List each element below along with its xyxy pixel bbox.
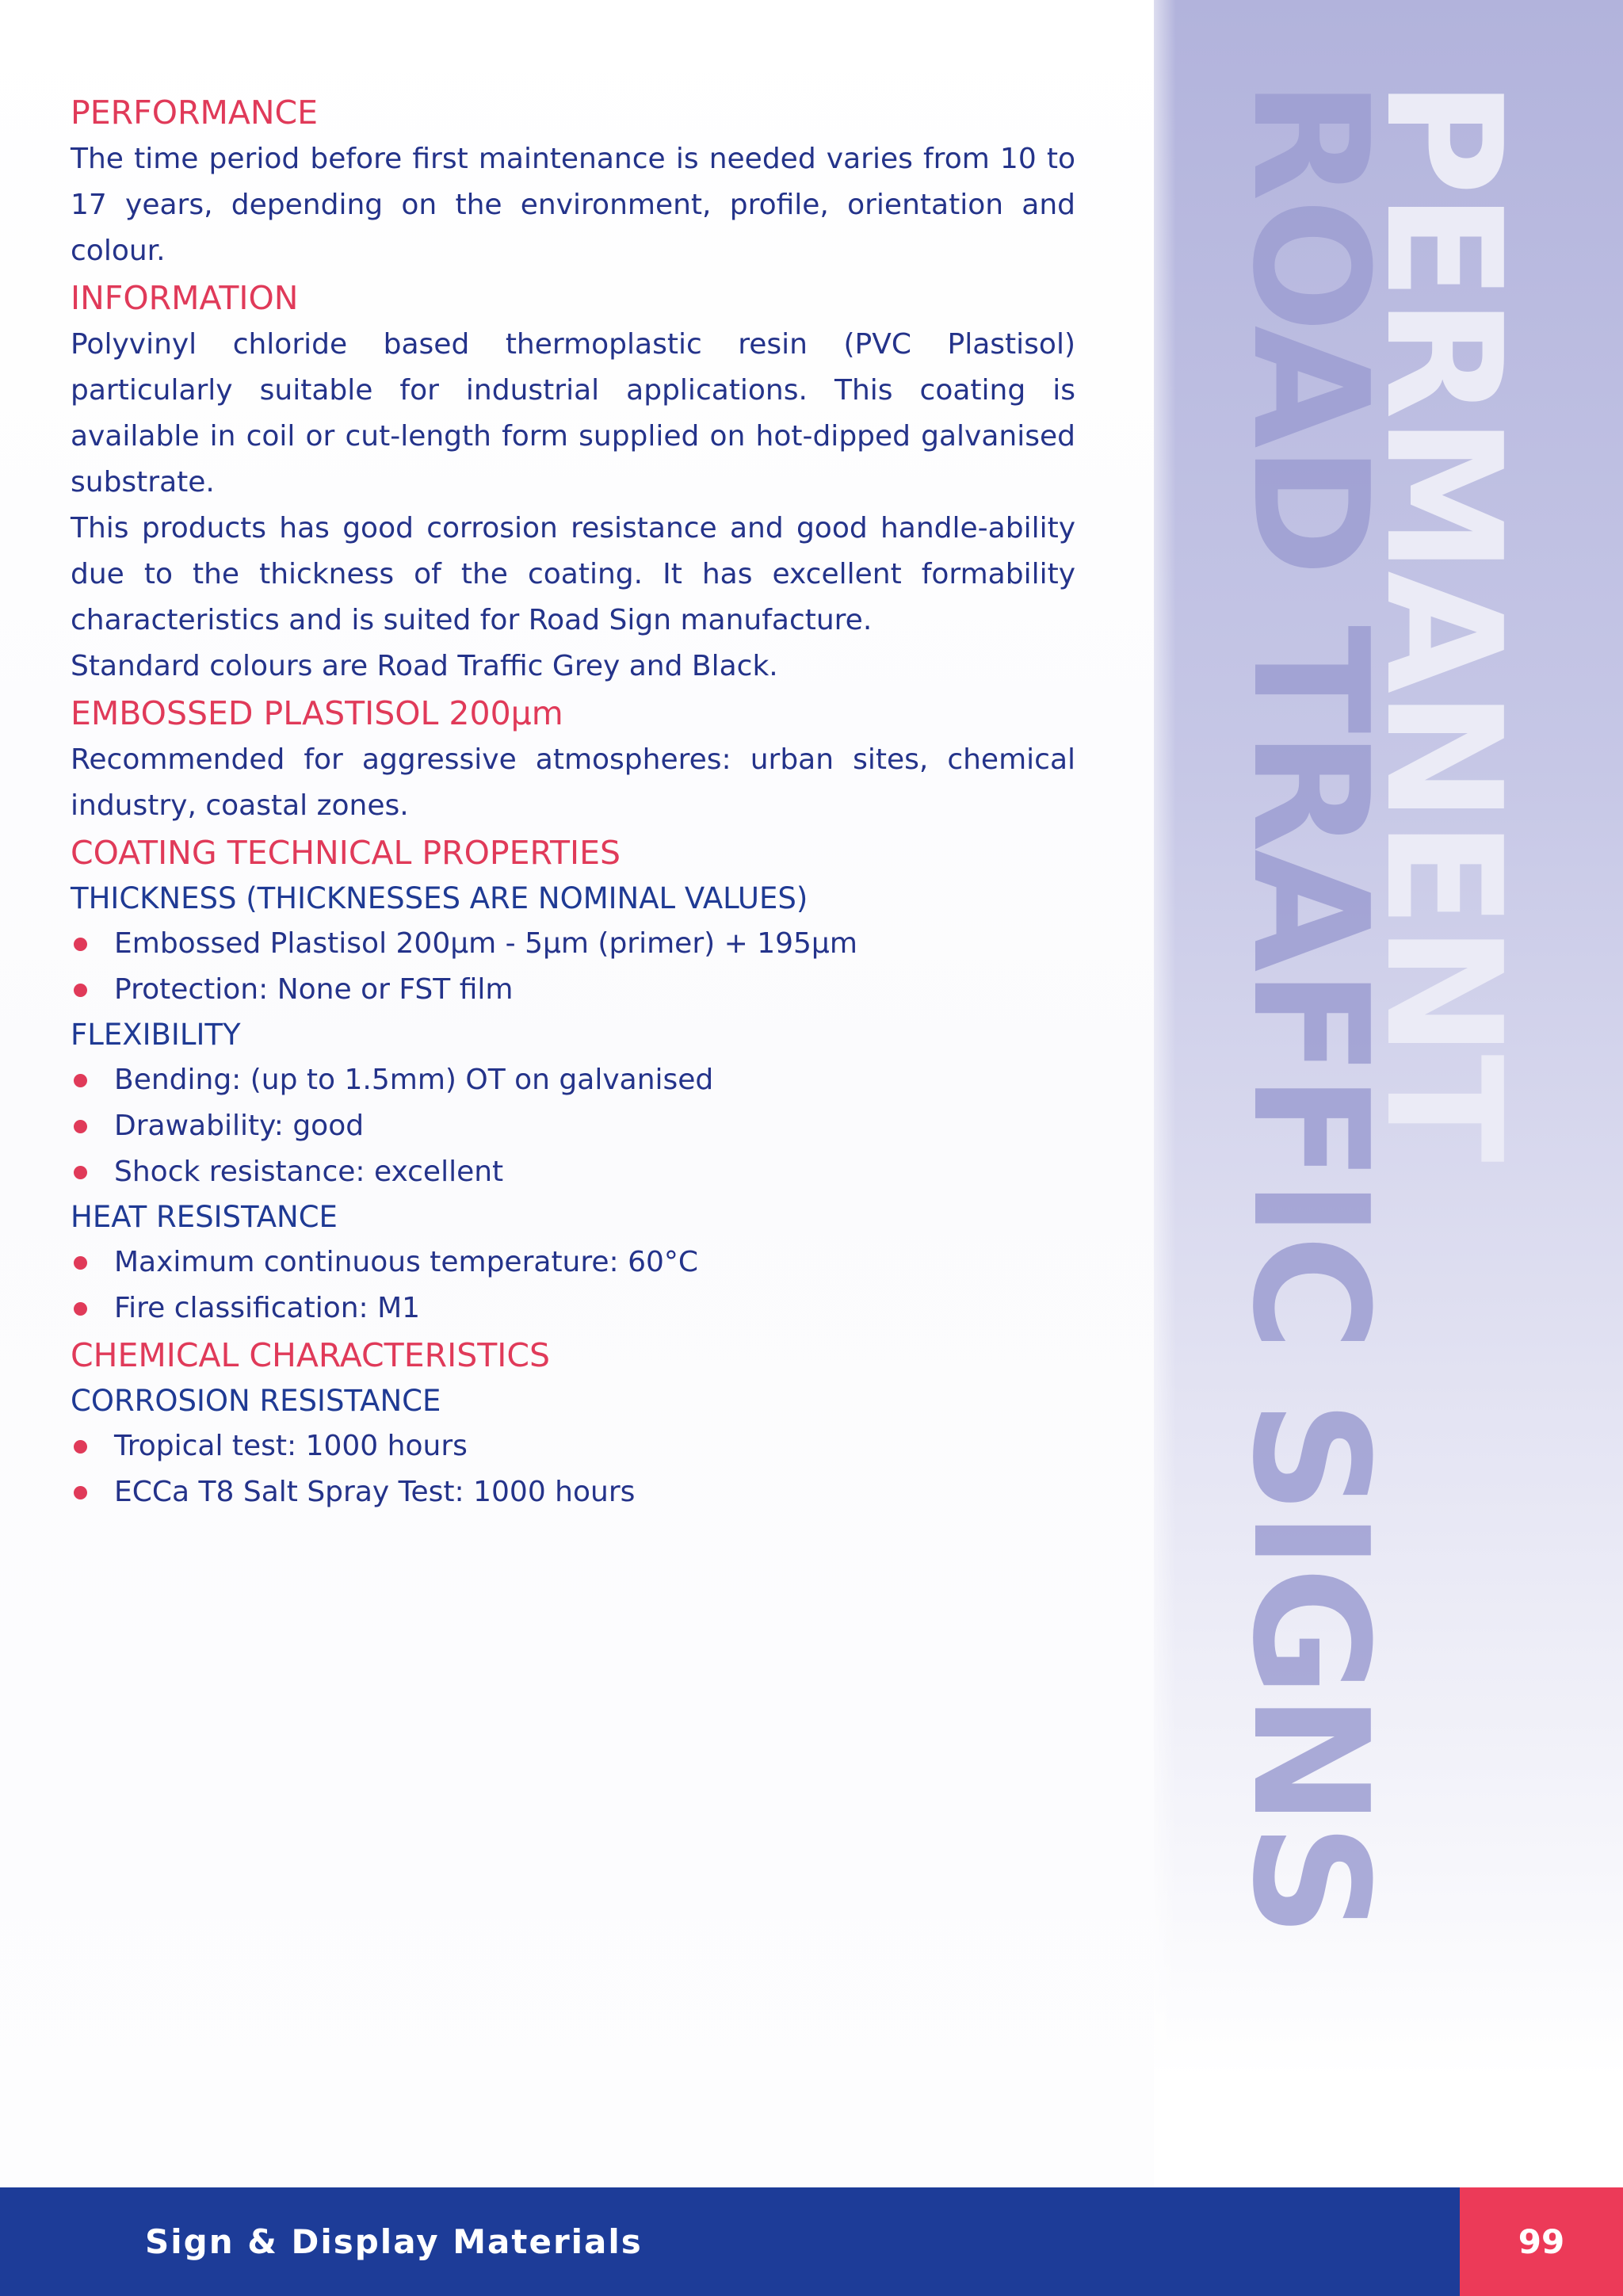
page-number: 99 — [1518, 2222, 1565, 2261]
information-heading: INFORMATION — [71, 279, 299, 317]
thickness-list — [71, 921, 1075, 1013]
information-paragraph: Standard colours are Road Traffic Grey and Black. — [71, 650, 778, 682]
chemical-heading: CHEMICAL CHARACTERISTICS — [71, 1336, 551, 1374]
thickness-heading: THICKNESS (THICKNESSES ARE NOMINAL VALUES) — [71, 881, 808, 915]
coating-heading: COATING TECHNICAL PROPERTIES — [71, 834, 621, 872]
footer-bar — [0, 2187, 1623, 2296]
flexibility-heading: FLEXIBILITY — [71, 1018, 241, 1052]
information-paragraph: This products has good corrosion resistance and good handle-ability due to the thickness of the coating. It has excellent formability characteristics and is suited for Road Sign manufacture. — [71, 512, 1075, 636]
main-content — [71, 89, 1075, 1515]
side-panel-edge — [1154, 0, 1176, 2187]
list-item: Protection: None or FST film — [71, 967, 1075, 1013]
heat-resistance-heading: HEAT RESISTANCE — [71, 1200, 338, 1234]
bullet-icon — [74, 1074, 87, 1087]
bullet-icon — [74, 984, 87, 997]
corrosion-heading: CORROSION RESISTANCE — [71, 1384, 441, 1418]
bullet-icon — [74, 1302, 87, 1316]
bullet-icon — [74, 1486, 87, 1499]
bullet-icon — [74, 938, 87, 951]
list-item: Tropical test: 1000 hours — [71, 1423, 1075, 1469]
list-item: Maximum continuous temperature: 60°C — [71, 1240, 1075, 1286]
bullet-icon — [74, 1440, 87, 1454]
bullet-icon — [74, 1120, 87, 1133]
side-title-permanent: PERMANENT — [1350, 79, 1535, 1159]
bullet-icon — [74, 1166, 87, 1179]
embossed-text: Recommended for aggressive atmospheres: urban sites, chemical industry, coastal zones. — [71, 743, 1075, 822]
performance-heading: PERFORMANCE — [71, 94, 319, 132]
list-item: ECCa T8 Salt Spray Test: 1000 hours — [71, 1469, 1075, 1515]
information-paragraph: Polyvinyl chloride based thermoplastic resin (PVC Plastisol) particularly suitable for industrial applications. This coating is available in coil or cut-length form supplied on hot-dipped galvanised substrate. — [71, 328, 1075, 499]
list-item: Bending: (up to 1.5mm) OT on galvanised — [71, 1057, 1075, 1103]
page-number-box — [1460, 2187, 1623, 2296]
list-item: Embossed Plastisol 200µm - 5µm (primer) + 195µm — [71, 921, 1075, 967]
embossed-heading: EMBOSSED PLASTISOL 200µm — [71, 694, 563, 732]
heat-resistance-list — [71, 1240, 1075, 1331]
flexibility-list — [71, 1057, 1075, 1195]
list-item: Drawability: good — [71, 1103, 1075, 1149]
list-item: Fire classification: M1 — [71, 1286, 1075, 1331]
footer-title: Sign & Display Materials — [145, 2222, 643, 2261]
side-title-road-traffic-signs: ROAD TRAFFIC SIGNS — [1217, 79, 1402, 1935]
list-item: Shock resistance: excellent — [71, 1149, 1075, 1195]
corrosion-list — [71, 1423, 1075, 1515]
performance-text: The time period before first maintenance is needed varies from 10 to 17 years, depending on the environment, profile, orientation and colour. — [71, 143, 1075, 267]
bullet-icon — [74, 1256, 87, 1270]
